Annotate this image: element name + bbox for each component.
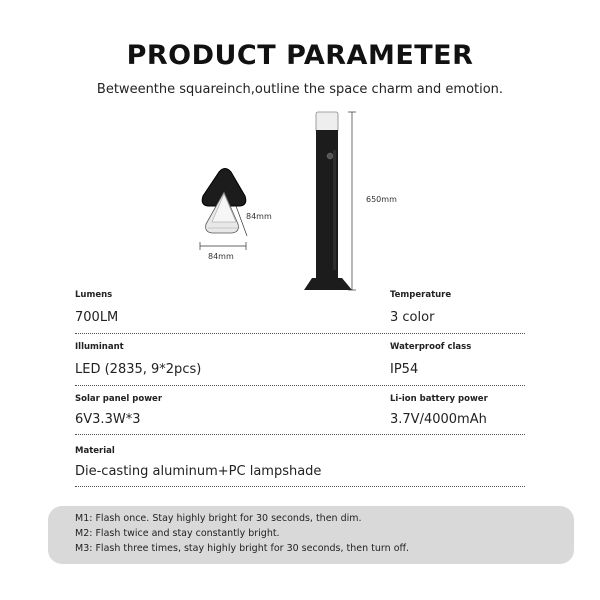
solar-label: Solar panel power: [75, 394, 163, 404]
lamp-base: [304, 278, 352, 290]
illuminant-label: Illuminant: [75, 342, 124, 352]
modes-panel: [48, 506, 574, 564]
waterproof-label: Waterproof class: [390, 342, 472, 352]
mode-item: M3: Flash three times, stay highly bright for 30 seconds, then turn off.: [75, 543, 410, 554]
height-dimension: 650mm: [366, 195, 397, 204]
material-label: Material: [75, 446, 115, 456]
divider: [75, 385, 525, 386]
divider: [75, 333, 525, 334]
lamp-diffuser: [316, 112, 338, 132]
divider: [75, 434, 525, 435]
mode-item: M1: Flash once. Stay highly bright for 30 seconds, then dim.: [75, 513, 362, 524]
divider: [75, 486, 525, 487]
waterproof-value: IP54: [390, 362, 419, 377]
lamp-sensor: [327, 153, 333, 159]
page-subtitle: Betweenthe squareinch,outline the space charm and emotion.: [96, 82, 504, 97]
depth-dimension: 84mm: [246, 212, 272, 221]
temperature-label: Temperature: [390, 290, 452, 300]
illuminant-value: LED (2835, 9*2pcs): [75, 362, 202, 377]
battery-label: Li-ion battery power: [390, 394, 488, 404]
page-title: PRODUCT PARAMETER: [126, 40, 474, 71]
battery-value: 3.7V/4000mAh: [390, 412, 487, 427]
mode-item: M2: Flash twice and stay constantly bright.: [75, 528, 280, 539]
solar-value: 6V3.3W*3: [75, 412, 141, 427]
width-dimension: 84mm: [208, 252, 234, 261]
lumens-value: 700LM: [75, 310, 119, 325]
material-value: Die-casting aluminum+PC lampshade: [75, 464, 322, 479]
temperature-value: 3 color: [390, 310, 435, 325]
lumens-label: Lumens: [75, 290, 113, 300]
